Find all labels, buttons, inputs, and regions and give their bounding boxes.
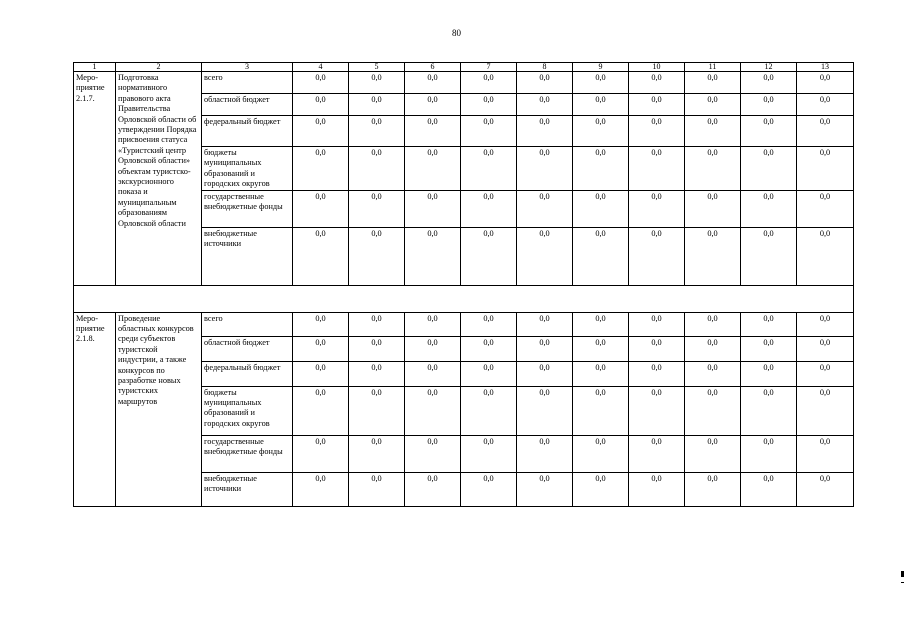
value-cell: 0,0 xyxy=(741,190,797,227)
value-cell: 0,0 xyxy=(573,472,629,506)
value-cell: 0,0 xyxy=(573,116,629,147)
value-cell: 0,0 xyxy=(461,72,517,94)
funding-source: внебюджетные источники xyxy=(202,472,293,506)
value-cell: 0,0 xyxy=(629,72,685,94)
value-cell: 0,0 xyxy=(461,190,517,227)
column-number-header: 4 xyxy=(293,63,349,72)
column-number-header: 6 xyxy=(405,63,461,72)
value-cell: 0,0 xyxy=(293,361,349,386)
value-cell: 0,0 xyxy=(517,94,573,116)
funding-source: областной бюджет xyxy=(202,94,293,116)
measure-label: Меро-приятие 2.1.8. xyxy=(74,312,116,506)
column-number-header: 9 xyxy=(573,63,629,72)
measure-title: Подготовка нормативного правового акта Правительства Орловской области об утверждении Порядка присвоения статуса «Туристский центр Орловской области» объектам туристско-экскурсионного показа и муниципальным образованиям Орловской области xyxy=(116,72,202,286)
value-cell: 0,0 xyxy=(293,312,349,336)
value-cell: 0,0 xyxy=(629,94,685,116)
value-cell: 0,0 xyxy=(797,435,854,472)
measure-label: Меро-приятие 2.1.7. xyxy=(74,72,116,286)
funding-source: областной бюджет xyxy=(202,336,293,361)
column-number-header: 10 xyxy=(629,63,685,72)
value-cell: 0,0 xyxy=(629,386,685,435)
value-cell: 0,0 xyxy=(797,336,854,361)
value-cell: 0,0 xyxy=(405,435,461,472)
value-cell: 0,0 xyxy=(629,147,685,191)
value-cell: 0,0 xyxy=(797,147,854,191)
value-cell: 0,0 xyxy=(517,472,573,506)
value-cell: 0,0 xyxy=(685,227,741,285)
column-number-header: 8 xyxy=(517,63,573,72)
value-cell: 0,0 xyxy=(741,435,797,472)
value-cell: 0,0 xyxy=(741,227,797,285)
value-cell: 0,0 xyxy=(741,361,797,386)
value-cell: 0,0 xyxy=(349,386,405,435)
value-cell: 0,0 xyxy=(741,312,797,336)
value-cell: 0,0 xyxy=(685,361,741,386)
value-cell: 0,0 xyxy=(629,116,685,147)
value-cell: 0,0 xyxy=(573,312,629,336)
value-cell: 0,0 xyxy=(629,472,685,506)
value-cell: 0,0 xyxy=(293,472,349,506)
value-cell: 0,0 xyxy=(629,361,685,386)
value-cell: 0,0 xyxy=(461,386,517,435)
value-cell: 0,0 xyxy=(405,116,461,147)
value-cell: 0,0 xyxy=(517,361,573,386)
value-cell: 0,0 xyxy=(741,94,797,116)
value-cell: 0,0 xyxy=(741,472,797,506)
value-cell: 0,0 xyxy=(349,147,405,191)
column-number-header: 7 xyxy=(461,63,517,72)
value-cell: 0,0 xyxy=(573,336,629,361)
funding-source: всего xyxy=(202,312,293,336)
value-cell: 0,0 xyxy=(797,116,854,147)
value-cell: 0,0 xyxy=(461,336,517,361)
value-cell: 0,0 xyxy=(461,312,517,336)
header-row xyxy=(74,63,854,72)
value-cell: 0,0 xyxy=(349,190,405,227)
value-cell: 0,0 xyxy=(629,336,685,361)
value-cell: 0,0 xyxy=(405,336,461,361)
funding-source: бюджеты муниципальных образований и городских округов xyxy=(202,147,293,191)
value-cell: 0,0 xyxy=(797,190,854,227)
spacer-row xyxy=(74,285,854,312)
funding-source: федеральный бюджет xyxy=(202,116,293,147)
value-cell: 0,0 xyxy=(461,472,517,506)
value-cell: 0,0 xyxy=(741,147,797,191)
value-cell: 0,0 xyxy=(517,116,573,147)
value-cell: 0,0 xyxy=(461,147,517,191)
value-cell: 0,0 xyxy=(293,147,349,191)
value-cell: 0,0 xyxy=(629,227,685,285)
value-cell: 0,0 xyxy=(461,361,517,386)
page-number: 80 xyxy=(452,28,461,38)
value-cell: 0,0 xyxy=(405,190,461,227)
value-cell: 0,0 xyxy=(573,435,629,472)
value-cell: 0,0 xyxy=(685,94,741,116)
edge-mark xyxy=(901,582,904,583)
value-cell: 0,0 xyxy=(573,227,629,285)
column-number-header: 2 xyxy=(116,63,202,72)
value-cell: 0,0 xyxy=(517,72,573,94)
value-cell: 0,0 xyxy=(797,227,854,285)
funding-source: государственные внебюджетные фонды xyxy=(202,190,293,227)
value-cell: 0,0 xyxy=(797,312,854,336)
value-cell: 0,0 xyxy=(685,72,741,94)
value-cell: 0,0 xyxy=(685,190,741,227)
table-row xyxy=(74,72,854,94)
value-cell: 0,0 xyxy=(573,72,629,94)
funding-source: бюджеты муниципальных образований и городских округов xyxy=(202,386,293,435)
funding-source: всего xyxy=(202,72,293,94)
value-cell: 0,0 xyxy=(797,361,854,386)
value-cell: 0,0 xyxy=(517,386,573,435)
value-cell: 0,0 xyxy=(573,361,629,386)
value-cell: 0,0 xyxy=(405,386,461,435)
value-cell: 0,0 xyxy=(685,147,741,191)
value-cell: 0,0 xyxy=(797,72,854,94)
value-cell: 0,0 xyxy=(461,94,517,116)
value-cell: 0,0 xyxy=(685,472,741,506)
value-cell: 0,0 xyxy=(629,190,685,227)
value-cell: 0,0 xyxy=(405,227,461,285)
blank-band xyxy=(74,285,854,312)
value-cell: 0,0 xyxy=(349,435,405,472)
value-cell: 0,0 xyxy=(797,472,854,506)
measure-title: Проведение областных конкурсов среди субъектов туристской индустрии, а также конкурсов по разработке новых туристских маршрутов xyxy=(116,312,202,506)
value-cell: 0,0 xyxy=(293,336,349,361)
value-cell: 0,0 xyxy=(573,147,629,191)
value-cell: 0,0 xyxy=(349,94,405,116)
column-number-header: 11 xyxy=(685,63,741,72)
column-number-header: 1 xyxy=(74,63,116,72)
value-cell: 0,0 xyxy=(797,94,854,116)
value-cell: 0,0 xyxy=(517,435,573,472)
value-cell: 0,0 xyxy=(573,386,629,435)
value-cell: 0,0 xyxy=(741,116,797,147)
funding-source: внебюджетные источники xyxy=(202,227,293,285)
value-cell: 0,0 xyxy=(349,227,405,285)
value-cell: 0,0 xyxy=(349,472,405,506)
value-cell: 0,0 xyxy=(405,312,461,336)
value-cell: 0,0 xyxy=(349,336,405,361)
value-cell: 0,0 xyxy=(349,116,405,147)
value-cell: 0,0 xyxy=(293,386,349,435)
value-cell: 0,0 xyxy=(685,336,741,361)
value-cell: 0,0 xyxy=(629,312,685,336)
value-cell: 0,0 xyxy=(293,116,349,147)
value-cell: 0,0 xyxy=(741,386,797,435)
value-cell: 0,0 xyxy=(405,147,461,191)
column-number-header: 3 xyxy=(202,63,293,72)
value-cell: 0,0 xyxy=(797,386,854,435)
value-cell: 0,0 xyxy=(293,94,349,116)
funding-source: государственные внебюджетные фонды xyxy=(202,435,293,472)
value-cell: 0,0 xyxy=(517,227,573,285)
value-cell: 0,0 xyxy=(629,435,685,472)
value-cell: 0,0 xyxy=(461,227,517,285)
value-cell: 0,0 xyxy=(685,116,741,147)
value-cell: 0,0 xyxy=(293,227,349,285)
value-cell: 0,0 xyxy=(405,72,461,94)
value-cell: 0,0 xyxy=(293,190,349,227)
value-cell: 0,0 xyxy=(741,72,797,94)
column-number-header: 12 xyxy=(741,63,797,72)
value-cell: 0,0 xyxy=(349,361,405,386)
value-cell: 0,0 xyxy=(685,386,741,435)
value-cell: 0,0 xyxy=(517,336,573,361)
value-cell: 0,0 xyxy=(517,312,573,336)
value-cell: 0,0 xyxy=(349,72,405,94)
value-cell: 0,0 xyxy=(517,190,573,227)
value-cell: 0,0 xyxy=(405,361,461,386)
value-cell: 0,0 xyxy=(405,472,461,506)
value-cell: 0,0 xyxy=(685,312,741,336)
value-cell: 0,0 xyxy=(741,336,797,361)
value-cell: 0,0 xyxy=(293,72,349,94)
value-cell: 0,0 xyxy=(573,94,629,116)
funding-source: федеральный бюджет xyxy=(202,361,293,386)
column-number-header: 13 xyxy=(797,63,854,72)
value-cell: 0,0 xyxy=(405,94,461,116)
value-cell: 0,0 xyxy=(349,312,405,336)
value-cell: 0,0 xyxy=(293,435,349,472)
edge-mark xyxy=(901,571,904,577)
column-number-header: 5 xyxy=(349,63,405,72)
value-cell: 0,0 xyxy=(573,190,629,227)
value-cell: 0,0 xyxy=(517,147,573,191)
budget-table xyxy=(73,62,854,507)
value-cell: 0,0 xyxy=(685,435,741,472)
table-row xyxy=(74,312,854,336)
value-cell: 0,0 xyxy=(461,116,517,147)
value-cell: 0,0 xyxy=(461,435,517,472)
